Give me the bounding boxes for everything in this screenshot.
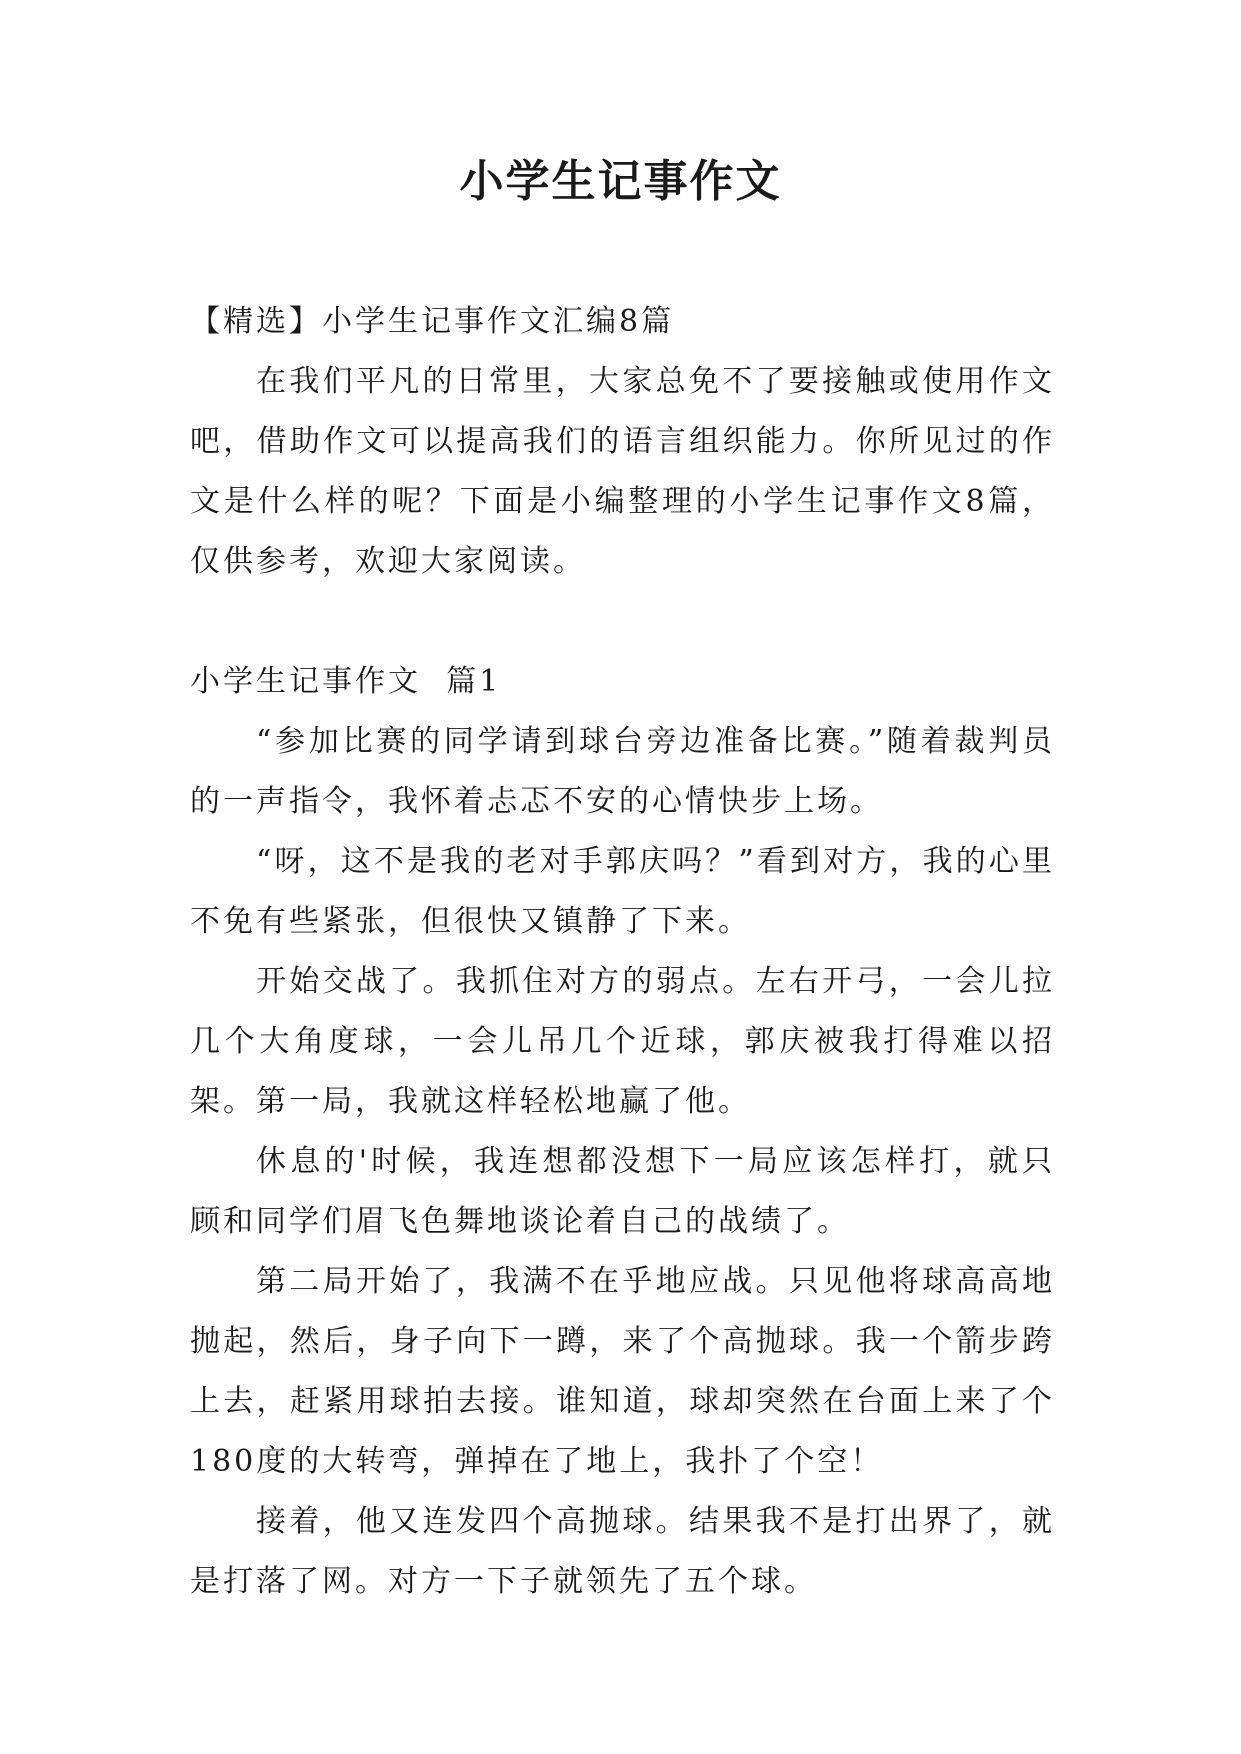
section-spacer [190, 592, 1055, 652]
body-paragraph: 第二局开始了，我满不在乎地应战。只见他将球高高地抛起，然后，身子向下一蹲，来了个高抛球。我一个箭步跨上去，赶紧用球拍去接。谁知道，球却突然在台面上来了个180度的大转弯，弹掉在了地上，我扑了个空！ [190, 1264, 1055, 1479]
body-paragraph: “呀，这不是我的老对手郭庆吗？”看到对方，我的心里不免有些紧张，但很快又镇静了下来。 [190, 844, 1055, 939]
section-heading: 小学生记事作文 篇1 [190, 664, 502, 699]
document-title: 小学生记事作文 [459, 156, 782, 207]
body-paragraph: 开始交战了。我抓住对方的弱点。左右开弓，一会儿拉几个大角度球，一会儿吊几个近球，郭庆被我打得难以招架。第一局，我就这样轻松地赢了他。 [190, 964, 1055, 1119]
body-paragraph: 接着，他又连发四个高抛球。结果我不是打出界了，就是打落了网。对方一下子就领先了五个球。 [190, 1504, 1055, 1599]
document-body [190, 292, 1055, 1612]
document-subtitle: 【精选】小学生记事作文汇编8篇 [190, 304, 675, 339]
intro-paragraph: 在我们平凡的日常里，大家总免不了要接触或使用作文吧，借助作文可以提高我们的语言组织能力。你所见过的作文是什么样的呢？下面是小编整理的小学生记事作文8篇，仅供参考，欢迎大家阅读。 [190, 364, 1055, 579]
body-paragraph: “参加比赛的同学请到球台旁边准备比赛。”随着裁判员的一声指令，我怀着忐忑不安的心情快步上场。 [190, 724, 1055, 819]
body-paragraph: 休息的'时候，我连想都没想下一局应该怎样打，就只顾和同学们眉飞色舞地谈论着自己的战绩了。 [190, 1144, 1055, 1239]
